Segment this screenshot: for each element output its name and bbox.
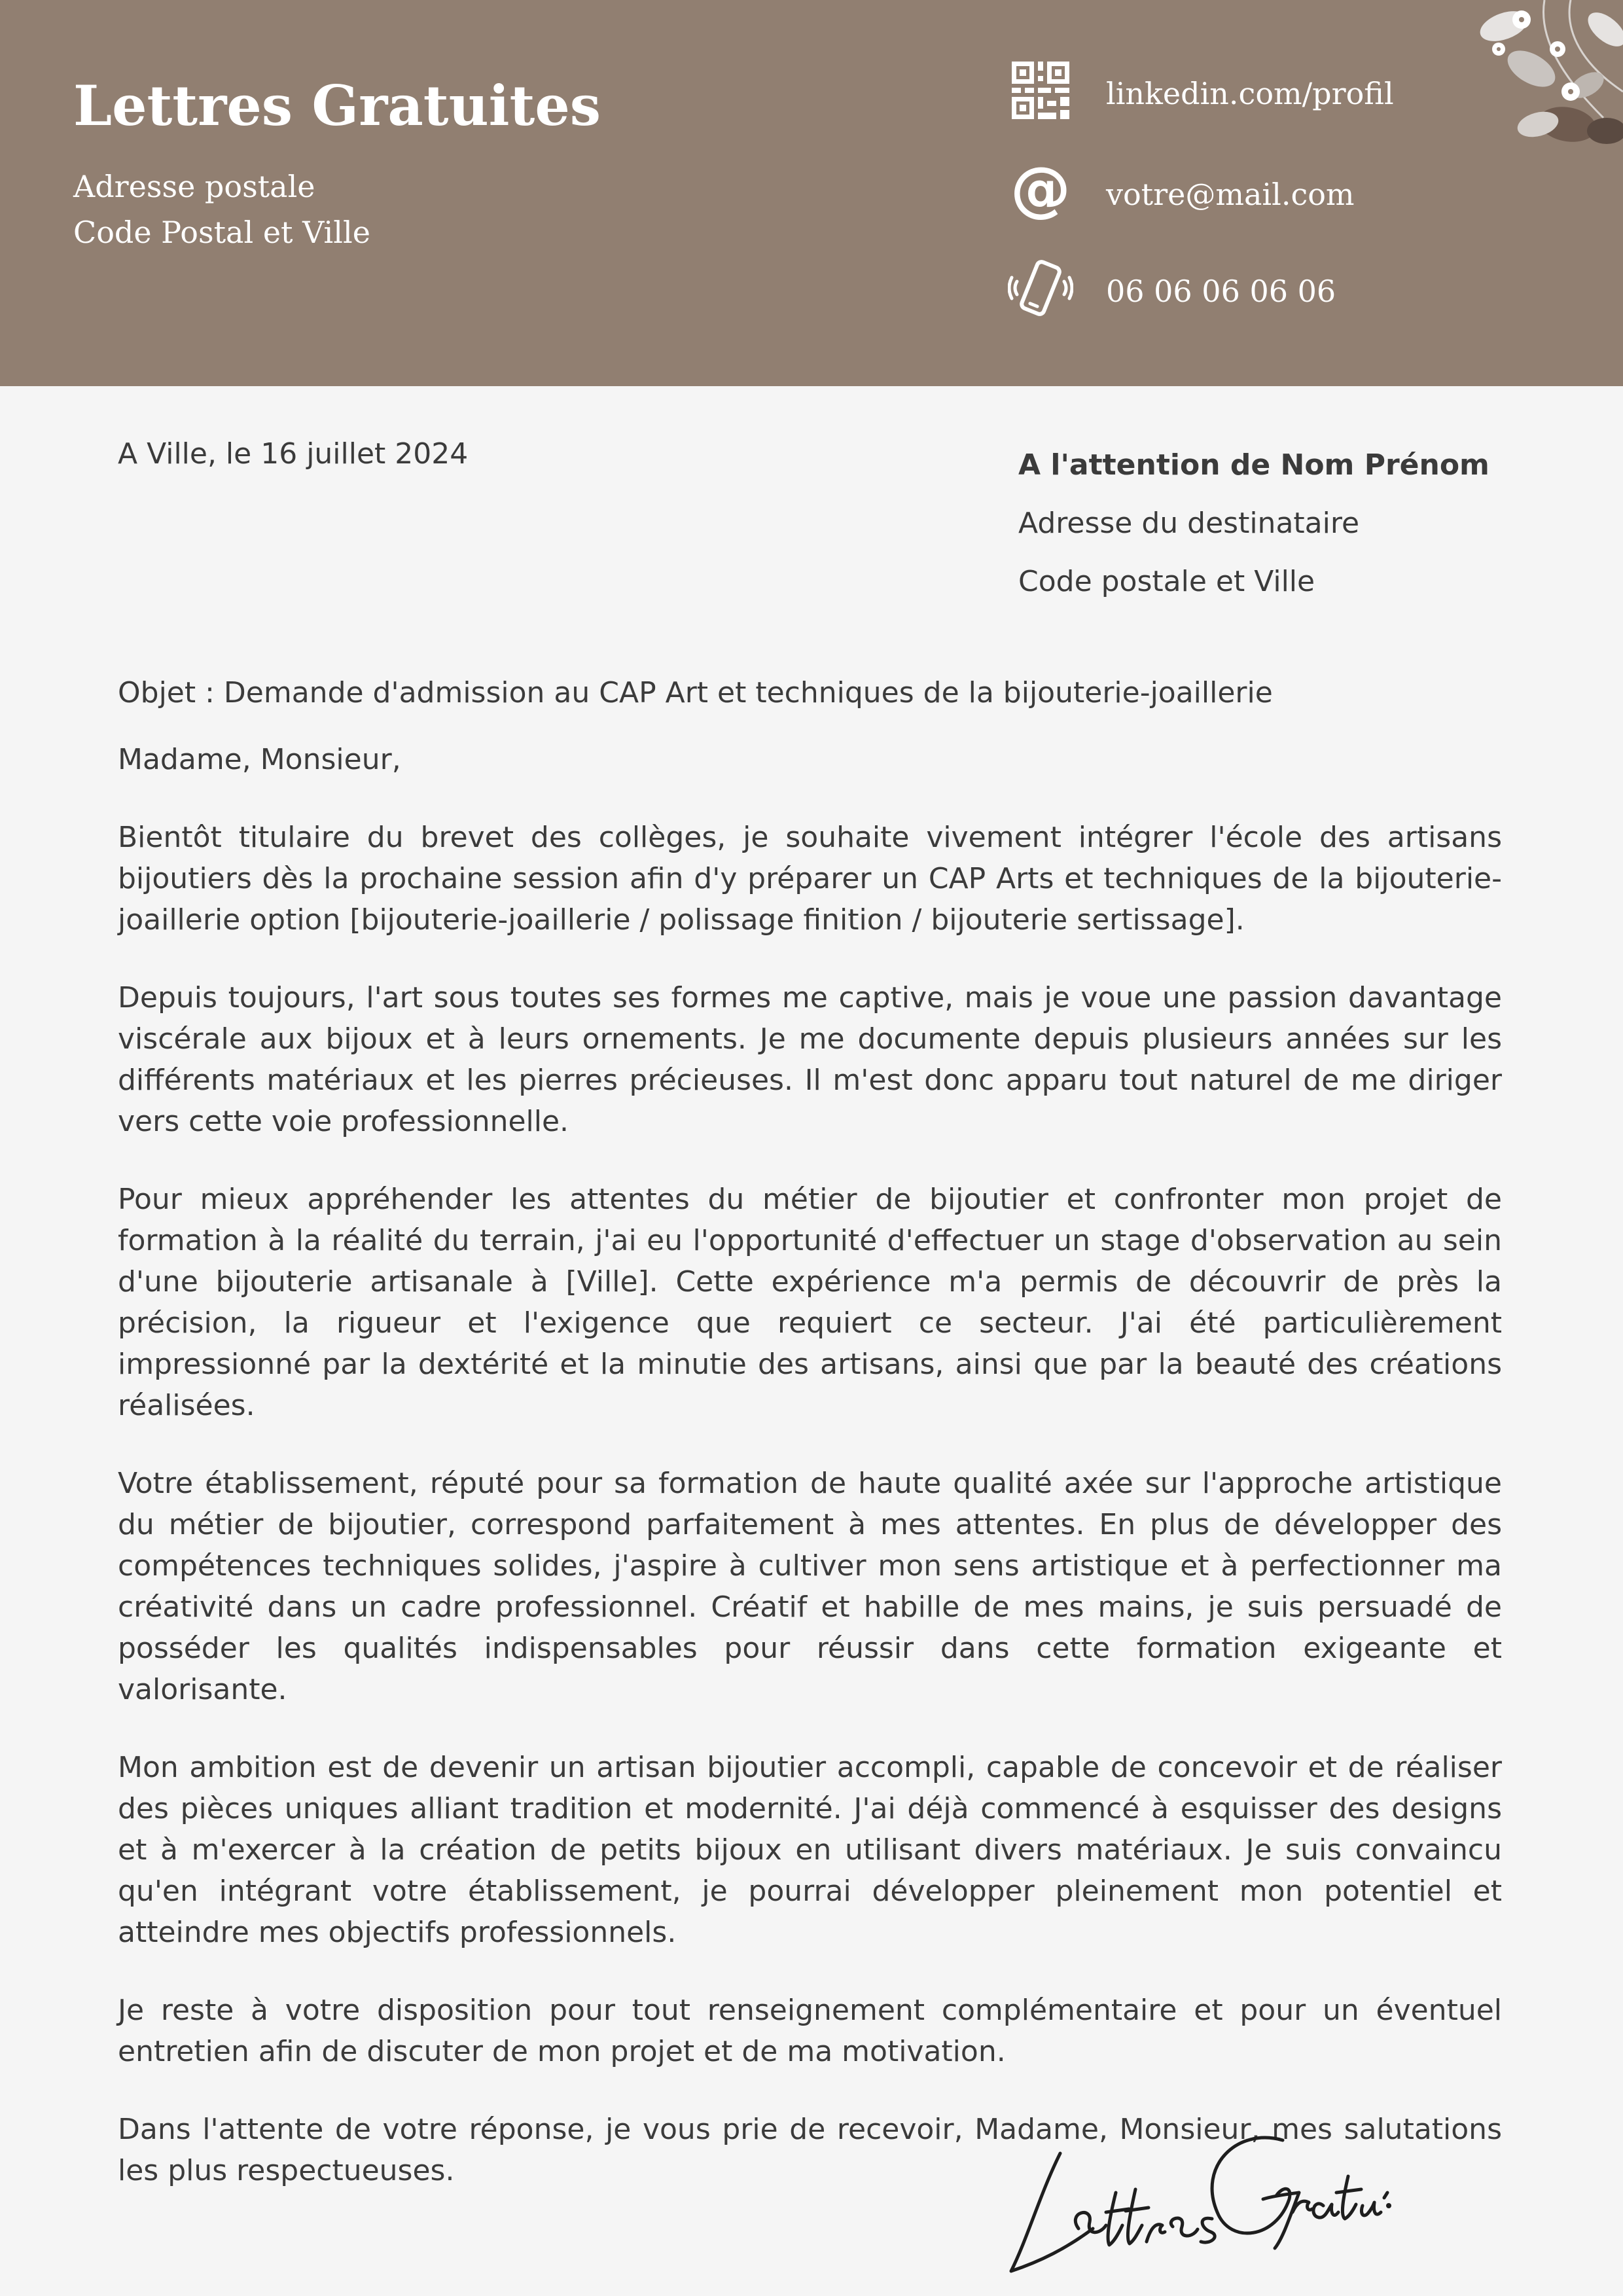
recipient-address: Adresse du destinataire [1018,507,1360,540]
brand-title: Lettres Gratuites [73,73,601,138]
letter-salutation: Madame, Monsieur, [118,743,401,776]
letter-paragraph: Je reste à votre disposition pour tout renseignement complémentaire et pour un éventuel entretien afin de discuter de mon projet et de ma motivation. [118,1994,1502,2068]
linkedin-link[interactable]: linkedin.com/profil [1106,76,1394,111]
letter-header [0,0,1623,386]
sender-city: Code Postal et Ville [73,215,370,250]
phone-number[interactable]: 06 06 06 06 06 [1106,274,1336,309]
recipient-block [1018,436,1489,611]
qr-code-icon [1008,58,1073,123]
sender-address: Adresse postale [73,169,315,204]
letter-paragraph: Mon ambition est de devenir un artisan bijoutier accompli, capable de concevoir et de réaliser des pièces uniques alliant tradition et modernité. J'ai déjà commencé à esquisser des designs et à m'exercer à la création de petits bijoux en utilisant divers matériaux. Je suis convaincu qu'en intégrant votre établissement, je pourrai développer pleinement mon potentiel et atteindre mes objectifs professionnels. [118,1751,1502,1949]
letter-body [118,672,1502,2228]
contact-phone [1008,255,1531,327]
contact-email [1008,158,1531,230]
recipient-name: A l'attention de Nom Prénom [1018,448,1489,482]
letter-paragraph: Votre établissement, réputé pour sa formation de haute qualité axée sur l'approche artistique du métier de bijoutier, correspond parfaitement à mes attentes. En plus de développer des compétences techniques solides, j'aspire à cultiver mon sens artistique et à perfectionner ma créativité dans un cadre professionnel. Créatif et habille de mes mains, je suis persuadé de posséder les qualités indispensables pour réussir dans cette formation exigeante et valorisante. [118,1467,1502,1706]
phone-icon [1008,255,1073,321]
floral-decoration [1472,0,1623,157]
svg-text:@: @ [1010,158,1071,224]
letter-subject: Objet : Demande d'admission au CAP Art et techniques de la bijouterie-joaillerie [118,676,1273,709]
recipient-city: Code postale et Ville [1018,565,1315,598]
letter-paragraph: Bientôt titulaire du brevet des collèges, je souhaite vivement intégrer l'école des artisans bijoutiers dès la prochaine session afin d'y préparer un CAP Arts et techniques de la bijouterie-joaillerie option [bijouterie-joaillerie / polissage finition / bijouterie sertissage]. [118,821,1502,937]
letter-paragraph: Pour mieux appréhender les attentes du métier de bijoutier et confronter mon projet de formation à la réalité du terrain, j'ai eu l'opportunité d'effectuer un stage d'observation au sein d'une bijouterie artisanale à [Ville]. Cette expérience m'a permis de découvrir de près la précision, la rigueur et l'exigence que requiert ce secteur. J'ai été particulièrement impressionné par la dextérité et la minutie des artisans, ainsi que par la beauté des créations réalisées. [118,1183,1502,1422]
letter-paragraph: Dans l'attente de votre réponse, je vous prie de recevoir, Madame, Monsieur, mes salutations les plus respectueuses. [118,2113,1502,2187]
handwritten-signature [1001,2114,1394,2284]
date-line: A Ville, le 16 juillet 2024 [118,437,469,471]
letter-paragraph: Depuis toujours, l'art sous toutes ses formes me captive, mais je voue une passion davantage viscérale aux bijoux et à leurs ornements. Je me documente depuis plusieurs années sur les différents matériaux et les pierres précieuses. Il m'est donc apparu tout naturel de me diriger vers cette voie professionnelle. [118,981,1502,1138]
contact-linkedin [1008,58,1531,130]
email-link[interactable]: votre@mail.com [1106,177,1355,212]
at-sign-icon [1008,158,1073,224]
